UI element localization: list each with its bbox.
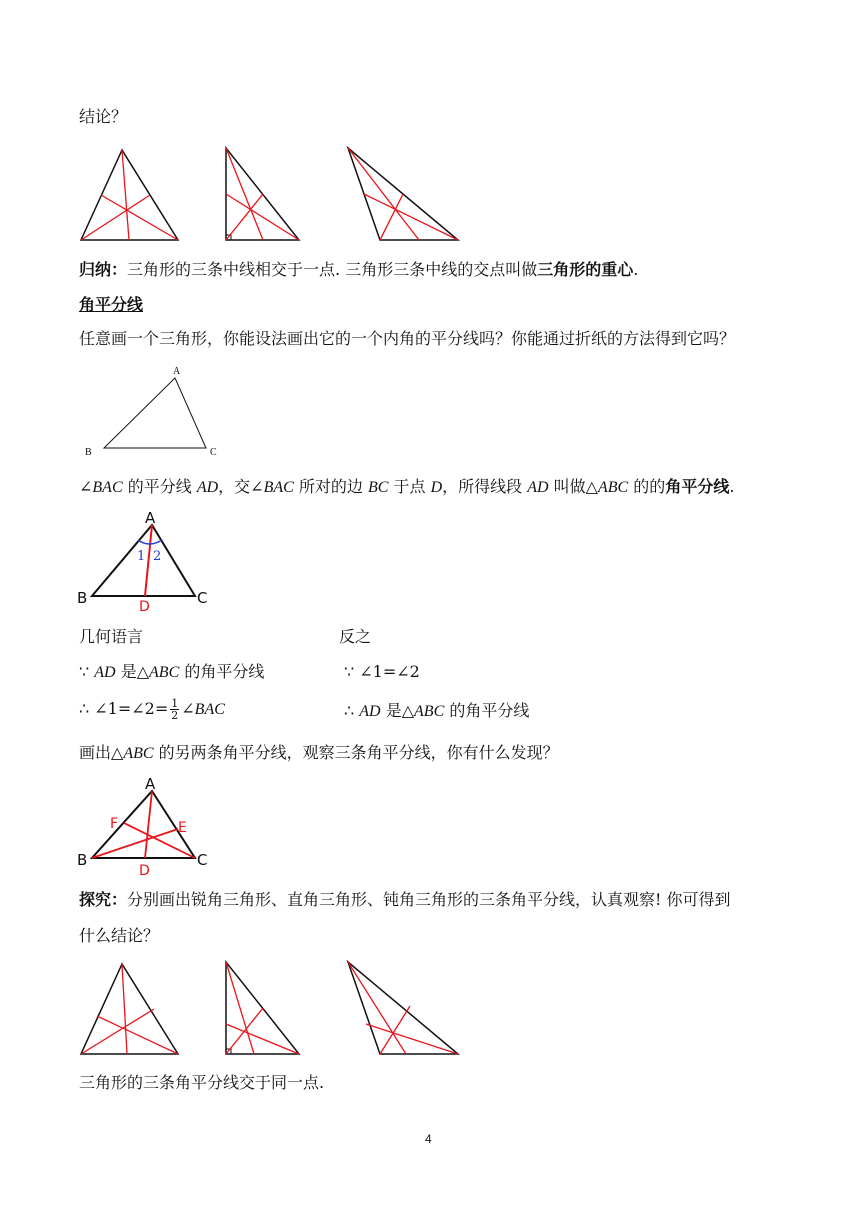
triangle-abc-plain: [80, 364, 220, 460]
bisector-figure-acute: [79, 962, 181, 1058]
label-a: A: [145, 775, 156, 793]
conclusion-text: 三角形的三条中线相交于一点. 三角形三条中线的交点叫做: [127, 260, 538, 279]
triangle-bisector-ad: [76, 508, 216, 614]
converse-title: 反之: [339, 627, 372, 646]
bisector-term: 角平分线: [665, 477, 730, 496]
label-b: B: [77, 851, 88, 869]
geometry-because-line: ∵ AD 是△ABC 的角平分线: [79, 662, 265, 681]
angle-1: 1: [137, 549, 146, 564]
explore-line1: 探究：分别画出锐角三角形、直角三角形、钝角三角形的三条角平分线，认真观察! 你可得到: [79, 890, 731, 909]
bisector-conclusion: 三角形的三条角平分线交于同一点.: [79, 1073, 325, 1092]
half-fraction: $\frac{1}{2}$: [171, 697, 179, 722]
label-c: C: [197, 589, 208, 607]
label-a: A: [145, 509, 156, 527]
angle-2: 2: [153, 549, 162, 564]
median-figure-acute: [79, 148, 181, 244]
triangle-three-bisectors: [76, 774, 216, 880]
page-number: 4: [425, 1132, 432, 1146]
label-c: C: [210, 447, 217, 458]
explore-line2: 什么结论？: [79, 926, 160, 945]
conclusion-end: .: [633, 260, 639, 279]
centroid-term: 三角形的重心: [537, 260, 634, 279]
converse-therefore-line: ∴ AD 是△ABC 的角平分线: [344, 701, 530, 720]
bisector-figure-right: [223, 960, 303, 1058]
question-text: 任意画一个三角形，你能设法画出它的一个内角的平分线吗？你能通过折纸的方法得到它吗？: [79, 329, 736, 348]
conclusion-label: 归纳：: [79, 260, 128, 279]
median-figure-right: [223, 146, 303, 244]
label-c: C: [197, 851, 208, 869]
draw-task: 画出△ABC 的另两条角平分线，观察三条角平分线，你有什么发现？: [79, 743, 559, 762]
label-b: B: [85, 447, 92, 458]
geometry-therefore-line: ∴ ∠1=∠2= $\frac{1}{2}$ ∠BAC: [79, 697, 225, 722]
label-f: F: [110, 816, 119, 832]
median-figure-obtuse: [346, 146, 462, 244]
converse-because-line: ∵ ∠1=∠2: [344, 662, 420, 681]
label-a: A: [173, 366, 181, 377]
intro-tail: 结论？: [79, 107, 128, 126]
label-d: D: [139, 599, 150, 615]
bisector-figure-obtuse: [346, 960, 462, 1058]
median-conclusion: [79, 259, 638, 281]
explore-label: 探究：: [79, 890, 128, 909]
geometry-language-title: 几何语言: [79, 627, 144, 646]
label-b: B: [77, 589, 88, 607]
label-e: E: [178, 820, 187, 836]
section-heading: 角平分线: [79, 295, 144, 314]
label-d: D: [139, 863, 150, 879]
bisector-definition: ∠BAC 的平分线 AD，交∠BAC 所对的边 BC 于点 D，所得线段 AD 叫做△ABC 的的角平分线.: [79, 477, 735, 496]
